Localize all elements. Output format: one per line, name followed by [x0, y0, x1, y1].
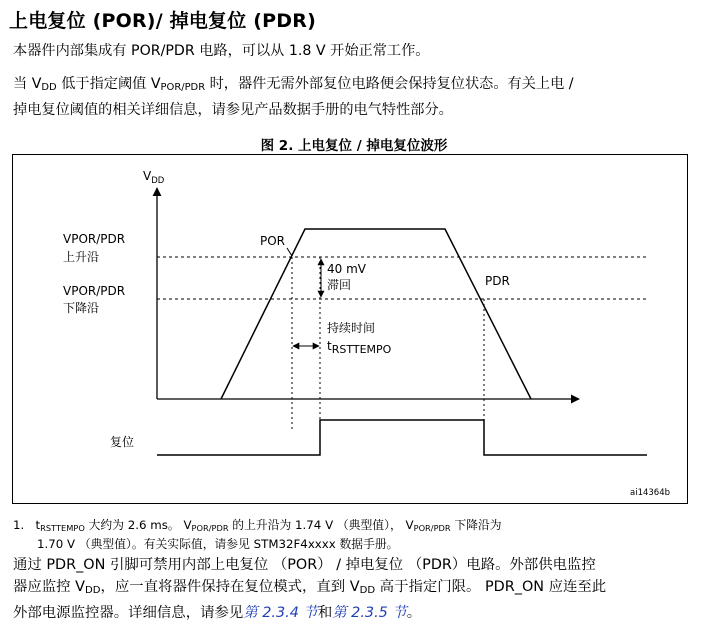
duration-label: 持续时间 — [327, 321, 376, 335]
pdr-label: PDR — [485, 274, 510, 288]
reset-waveform — [157, 420, 647, 455]
vdd-axis-label: $V_{DD}$ — [143, 169, 165, 186]
intro-paragraph: 本器件内部集成有 POR/PDR 电路，可以从 1.8 V 开始正常工作。 — [13, 43, 430, 59]
reset-label: 复位 — [110, 435, 135, 449]
waveform-figure — [12, 154, 688, 504]
rising-threshold-label-2: 上升沿 — [63, 250, 100, 264]
figure-reference: ai14364b — [630, 488, 671, 498]
pdr-on-paragraph: 通过 PDR_ON 引脚可禁用内部上电复位 （POR） / 掉电复位 （PDR）电路。外部供电监控 器应监控 $V_{DD}$，应一直将器件保持在复位模式，直到 $V_{DD}$ 高于指定门限。 PDR_ON 应连至此 外部电源监控器。详细信息，请参见第 2.3.4 节和第 2.3.5 节。 — [13, 557, 607, 621]
figure-caption: 图 2. 上电复位 / 掉电复位波形 — [260, 138, 448, 154]
rising-threshold-label: VPOR/PDR — [63, 232, 126, 246]
hysteresis-value: 40 mV — [327, 262, 366, 276]
section-2-3-4-link[interactable]: 第 2.3.4 节 — [243, 605, 318, 621]
figure-note: 1. $t_{RSTTEMPO}$ 大约为 2.6 ms。 $V_{POR/PDR}$ 的上升沿为 1.74 V （典型值）， $V_{POR/PDR}$ 下降沿为 1.70 V （典型值）。有关实际值，请参见 STM32F4xxxx 数据手册。 — [13, 518, 502, 551]
section-heading: 上电复位 (POR)/ 掉电复位 (PDR) — [9, 10, 316, 32]
por-label: POR — [260, 234, 286, 248]
hysteresis-label: 滞回 — [327, 278, 352, 292]
waveform-diagram — [13, 155, 689, 505]
por-pointer — [287, 248, 292, 256]
falling-threshold-label: VPOR/PDR — [63, 284, 126, 298]
t-rsttempo-label: tRSTTEMPO — [327, 339, 392, 356]
falling-threshold-label-2: 下降沿 — [63, 301, 100, 315]
section-2-3-5-link[interactable]: 第 2.3.5 节 — [332, 605, 407, 621]
threshold-paragraph: 当 $V_{DD}$ 低于指定阈值 $V_{POR/PDR}$ 时，器件无需外部复位电路便会保持复位状态。有关上电 / 掉电复位阈值的相关详细信息，请参见产品数据手册的电气特性部分。 — [13, 76, 574, 118]
